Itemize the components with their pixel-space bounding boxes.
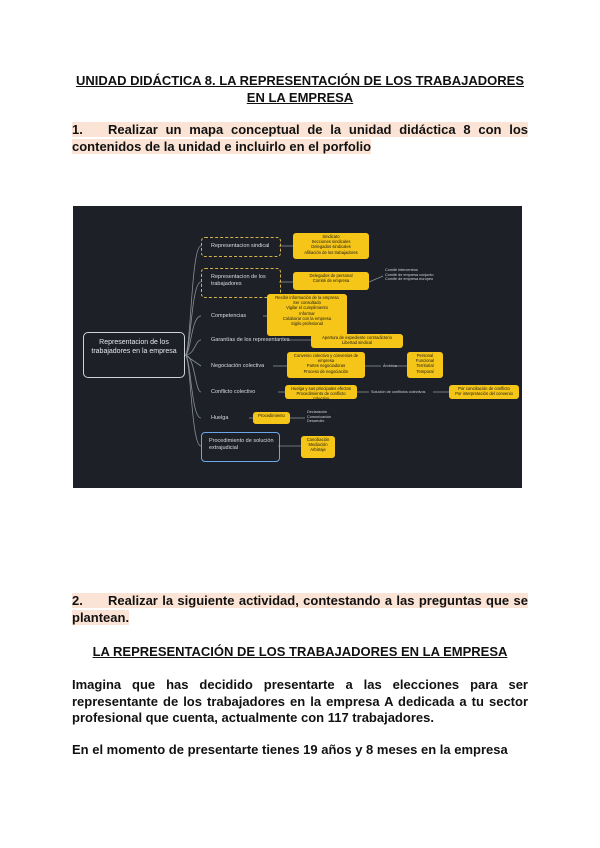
concept-map-root: Representacion de los trabajadores en la empresa	[83, 332, 185, 378]
branch-label: Competencias	[211, 313, 247, 319]
branch-extra: Comité intercentros Comité de empresa conjunto Comité de empresa europeo	[385, 268, 434, 282]
branch-right: Por conciliación de conflicto Por interpretación del convenio	[449, 385, 519, 399]
branch-label: Procedimiento de solución extrajudicial	[209, 438, 274, 451]
branch-right: Personal Funcional Territorial Temporal	[407, 352, 443, 378]
question-2	[72, 593, 528, 626]
section-subtitle: LA REPRESENTACIÓN DE LOS TRABAJADORES EN LA EMPRESA	[92, 644, 508, 659]
question-2-text: Realizar la siguiente actividad, contestando a las preguntas que se plantean.	[72, 593, 528, 625]
question-1-number: 1.	[72, 122, 83, 137]
branch-details: Delegados de personal Comité de empresa	[293, 272, 369, 290]
branch-details: Huelga y sus principales efectos Procedimiento de conflicto colectivo	[285, 385, 357, 399]
question-1-text: Realizar un mapa conceptual de la unidad didáctica 8 con los contenidos de la unidad e incluirlo en el porfolio	[72, 122, 528, 154]
branch-label: Huelga	[211, 415, 229, 421]
branch-extra: Declaración Comunicación Desarrollo	[307, 410, 332, 424]
branch-label: Negociación colectiva	[211, 363, 265, 369]
branch-details: Procedimiento	[253, 412, 290, 424]
branch-details: Apertura de expediente contradictorio Libertad sindical	[311, 334, 403, 348]
branch-label: Garantías de los representantes	[211, 337, 290, 343]
branch-middle: Ámbitos	[383, 364, 397, 368]
paragraph-1: Imagina que has decidido presentarte a las elecciones para ser representante de los trabajadores en la empresa A dedicada a tu sector profesional que cuenta, actualmente con 117 trabajadores.	[72, 677, 528, 725]
branch-details: Sindicato Secciones sindicales Delegados sindicales Afiliación de los trabajadores	[293, 233, 369, 259]
document-title: UNIDAD DIDÁCTICA 8. LA REPRESENTACIÓN DE LOS TRABAJADORES EN LA EMPRESA	[75, 73, 525, 105]
branch-label: Representacion sindical	[211, 243, 270, 249]
branch-details: Conciliación Mediación Arbitraje	[301, 436, 335, 458]
branch-middle: Solución de conflictos colectivos	[371, 390, 426, 394]
branch-details: Convenio colectivo y convenios de empresa Partes negociadoras Proceso de negociación	[287, 352, 365, 378]
question-2-number: 2.	[72, 593, 83, 608]
branch-details: Recibir información de la empresa Ser consultado Vigilar el cumplimiento Informar Colaborar con la empresa Sigilo profesional	[267, 294, 347, 336]
branch-label: Conflicto colectivo	[211, 389, 256, 395]
paragraph-2: En el momento de presentarte tienes 19 años y 8 meses en la empresa	[72, 742, 508, 757]
question-1	[72, 122, 528, 155]
concept-map-image	[73, 206, 522, 488]
branch-label: Representacion de los trabajadores	[211, 274, 266, 287]
